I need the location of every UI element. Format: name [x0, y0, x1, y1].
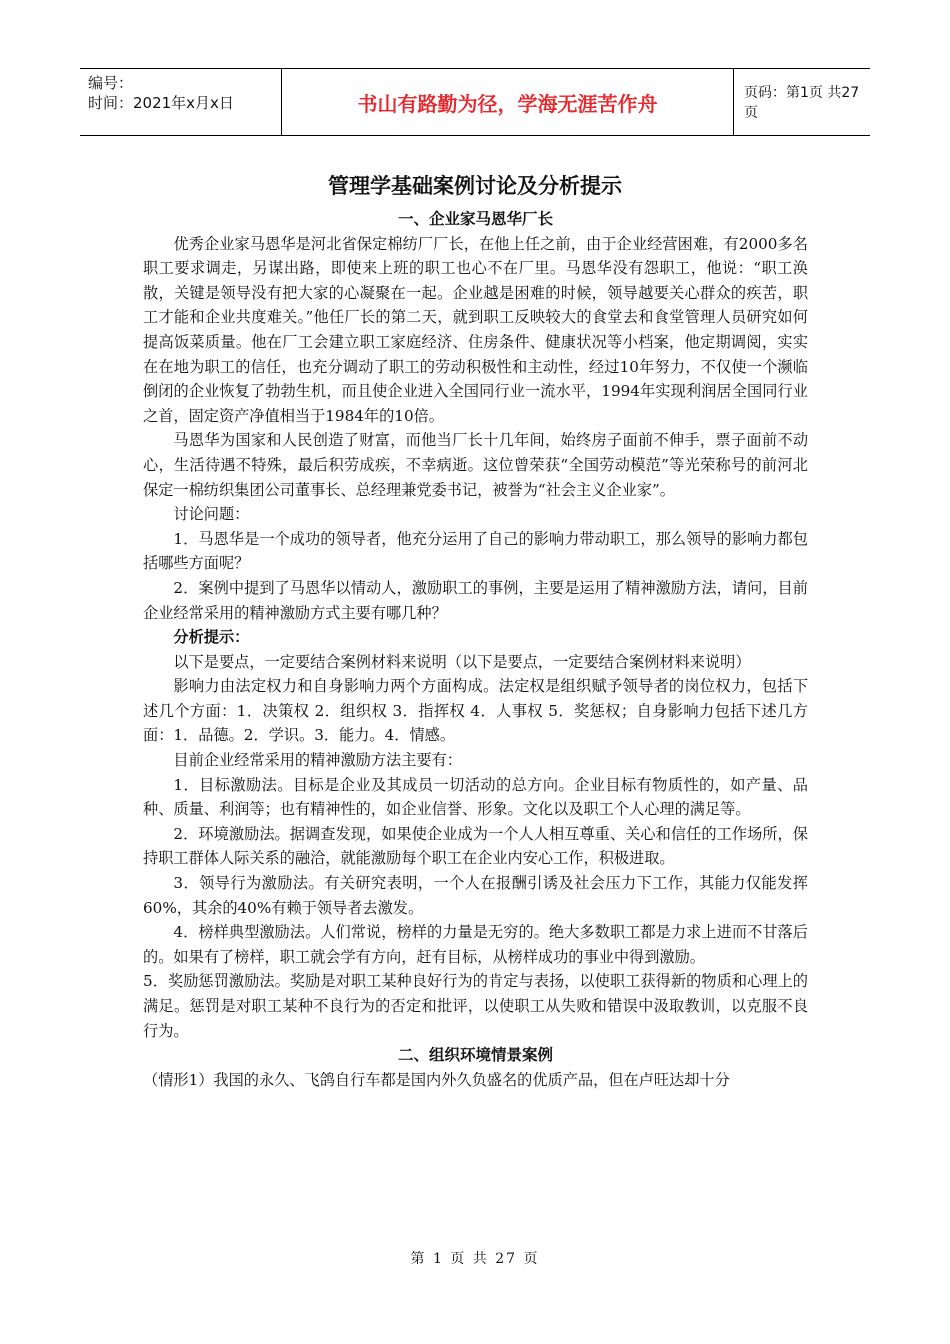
- analysis-label: 分析提示：: [173, 628, 250, 647]
- paragraph: 影响力由法定权力和自身影响力两个方面构成。法定权是组织赋予领导者的岗位权力，包括下述几个方面：1．决策权 2．组织权 3．指挥权 4．人事权 5．奖惩权；自身影响力包括下述几方面：1．品德。2．学识。3．能力。4．情感。: [143, 677, 808, 745]
- section-title: 一、企业家马恩华厂长: [397, 210, 553, 228]
- paragraph: 马恩华为国家和人民创造了财富，而他当厂长十几年间，始终房子面前不伸手，票子面前不动心，生活待遇不特殊，最后积劳成疾，不幸病逝。这位曾荣获“全国劳动模范”等光荣称号的前河北保定一棉纺织集团公司董事长、总经理兼党委书记，被誉为“社会主义企业家”。: [143, 431, 808, 499]
- method-item: 2．环境激励法。据调查发现，如果使企业成为一个人人相互尊重、关心和信任的工作场所，保持职工群体人际关系的融洽，就能激励每个职工在企业内安心工作，积极进取。: [143, 824, 808, 868]
- number-label: 编号：: [88, 74, 134, 92]
- question-item: 1．马恩华是一个成功的领导者，他充分运用了自己的影响力带动职工，那么领导的影响力都包括哪些方面呢？: [143, 529, 808, 573]
- header-meta: [80, 69, 282, 135]
- method-item: 4．榜样典型激励法。人们常说，榜样的力量是无穷的。绝大多数职工都是力求上进而不甘落后的。如果有了榜样，职工就会学有方向，赶有目标，从榜样成功的事业中得到激励。: [143, 923, 808, 966]
- method-item: 1．目标激励法。目标是企业及其成员一切活动的总方向。企业目标有物质性的，如产量、品种、质量、利润等；也有精神性的，如企业信誉、形象。文化以及职工个人心理的满足等。: [143, 775, 808, 819]
- page-footer: 第 1 页 共 27 页: [410, 1251, 540, 1267]
- paragraph: 优秀企业家马恩华是河北省保定棉纺厂厂长，在他上任之前，由于企业经营困难，有2000多名职工要求调走，另谋出路，即使来上班的职工也心不在厂里。马恩华没有怨职工，他说：“职工涣散，关键是领导没有把大家的心凝聚在一起。企业越是困难的时候，领导越要关心群众的疾苦，职工才能和企业共度难关。”他任厂长的第二天，就到职工反映较大的食堂去和食堂管理人员研究如何提高饭菜质量。他在厂工会建立职工家庭经济、住房条件、健康状况等小档案，他定期调阅，实实在在地为职工的信任，也充分调动了职工的劳动积极性和主动性，经过10年努力，不仅使一个濒临倒闭的企业恢复了勃勃生机，而且使企业进入全国同行业一流水平，1994年实现利润居全国同行业之首，固定资产净值相当于1984年的10倍。: [143, 234, 808, 425]
- question-item: 2．案例中提到了马恩华以情动人，激励职工的事例，主要是运用了精神激励方法，请问，目前企业经常采用的精神激励方式主要有哪几种？: [143, 578, 808, 622]
- section-title: 二、组织环境情景案例: [397, 1046, 553, 1065]
- header-motto: 书山有路勤为径，学海无涯苦作舟: [282, 69, 734, 135]
- paragraph: 以下是要点，一定要结合案例材料来说明（以下是要点，一定要结合案例材料来说明）: [173, 652, 751, 671]
- paragraph: 目前企业经常采用的精神激励方法主要有：: [173, 751, 462, 770]
- page-header: [80, 68, 870, 136]
- method-item: 5．奖励惩罚激励法。奖励是对职工某种良好行为的肯定与表扬，以使职工获得新的物质和心理上的满足。惩罚是对职工某种不良行为的否定和批评，以使职工从失败和错误中汲取教训，以克服不良行为。: [143, 972, 808, 1040]
- document-body: [143, 207, 808, 1092]
- paragraph: （情形1）我国的永久、飞鸽自行车都是国内外久负盛名的优质产品，但在卢旺达却十分: [143, 1070, 730, 1089]
- discussion-label: 讨论问题：: [173, 505, 250, 524]
- method-item: 3．领导行为激励法。有关研究表明，一个人在报酬引诱及社会压力下工作，其能力仅能发挥60%，其余的40%有赖于领导者去激发。: [143, 874, 808, 917]
- document-title: 管理学基础案例讨论及分析提示: [328, 174, 622, 198]
- header-page-info: 页码：第1页 共27页: [744, 85, 860, 121]
- time-label: 时间：2021年x月x日: [88, 94, 234, 112]
